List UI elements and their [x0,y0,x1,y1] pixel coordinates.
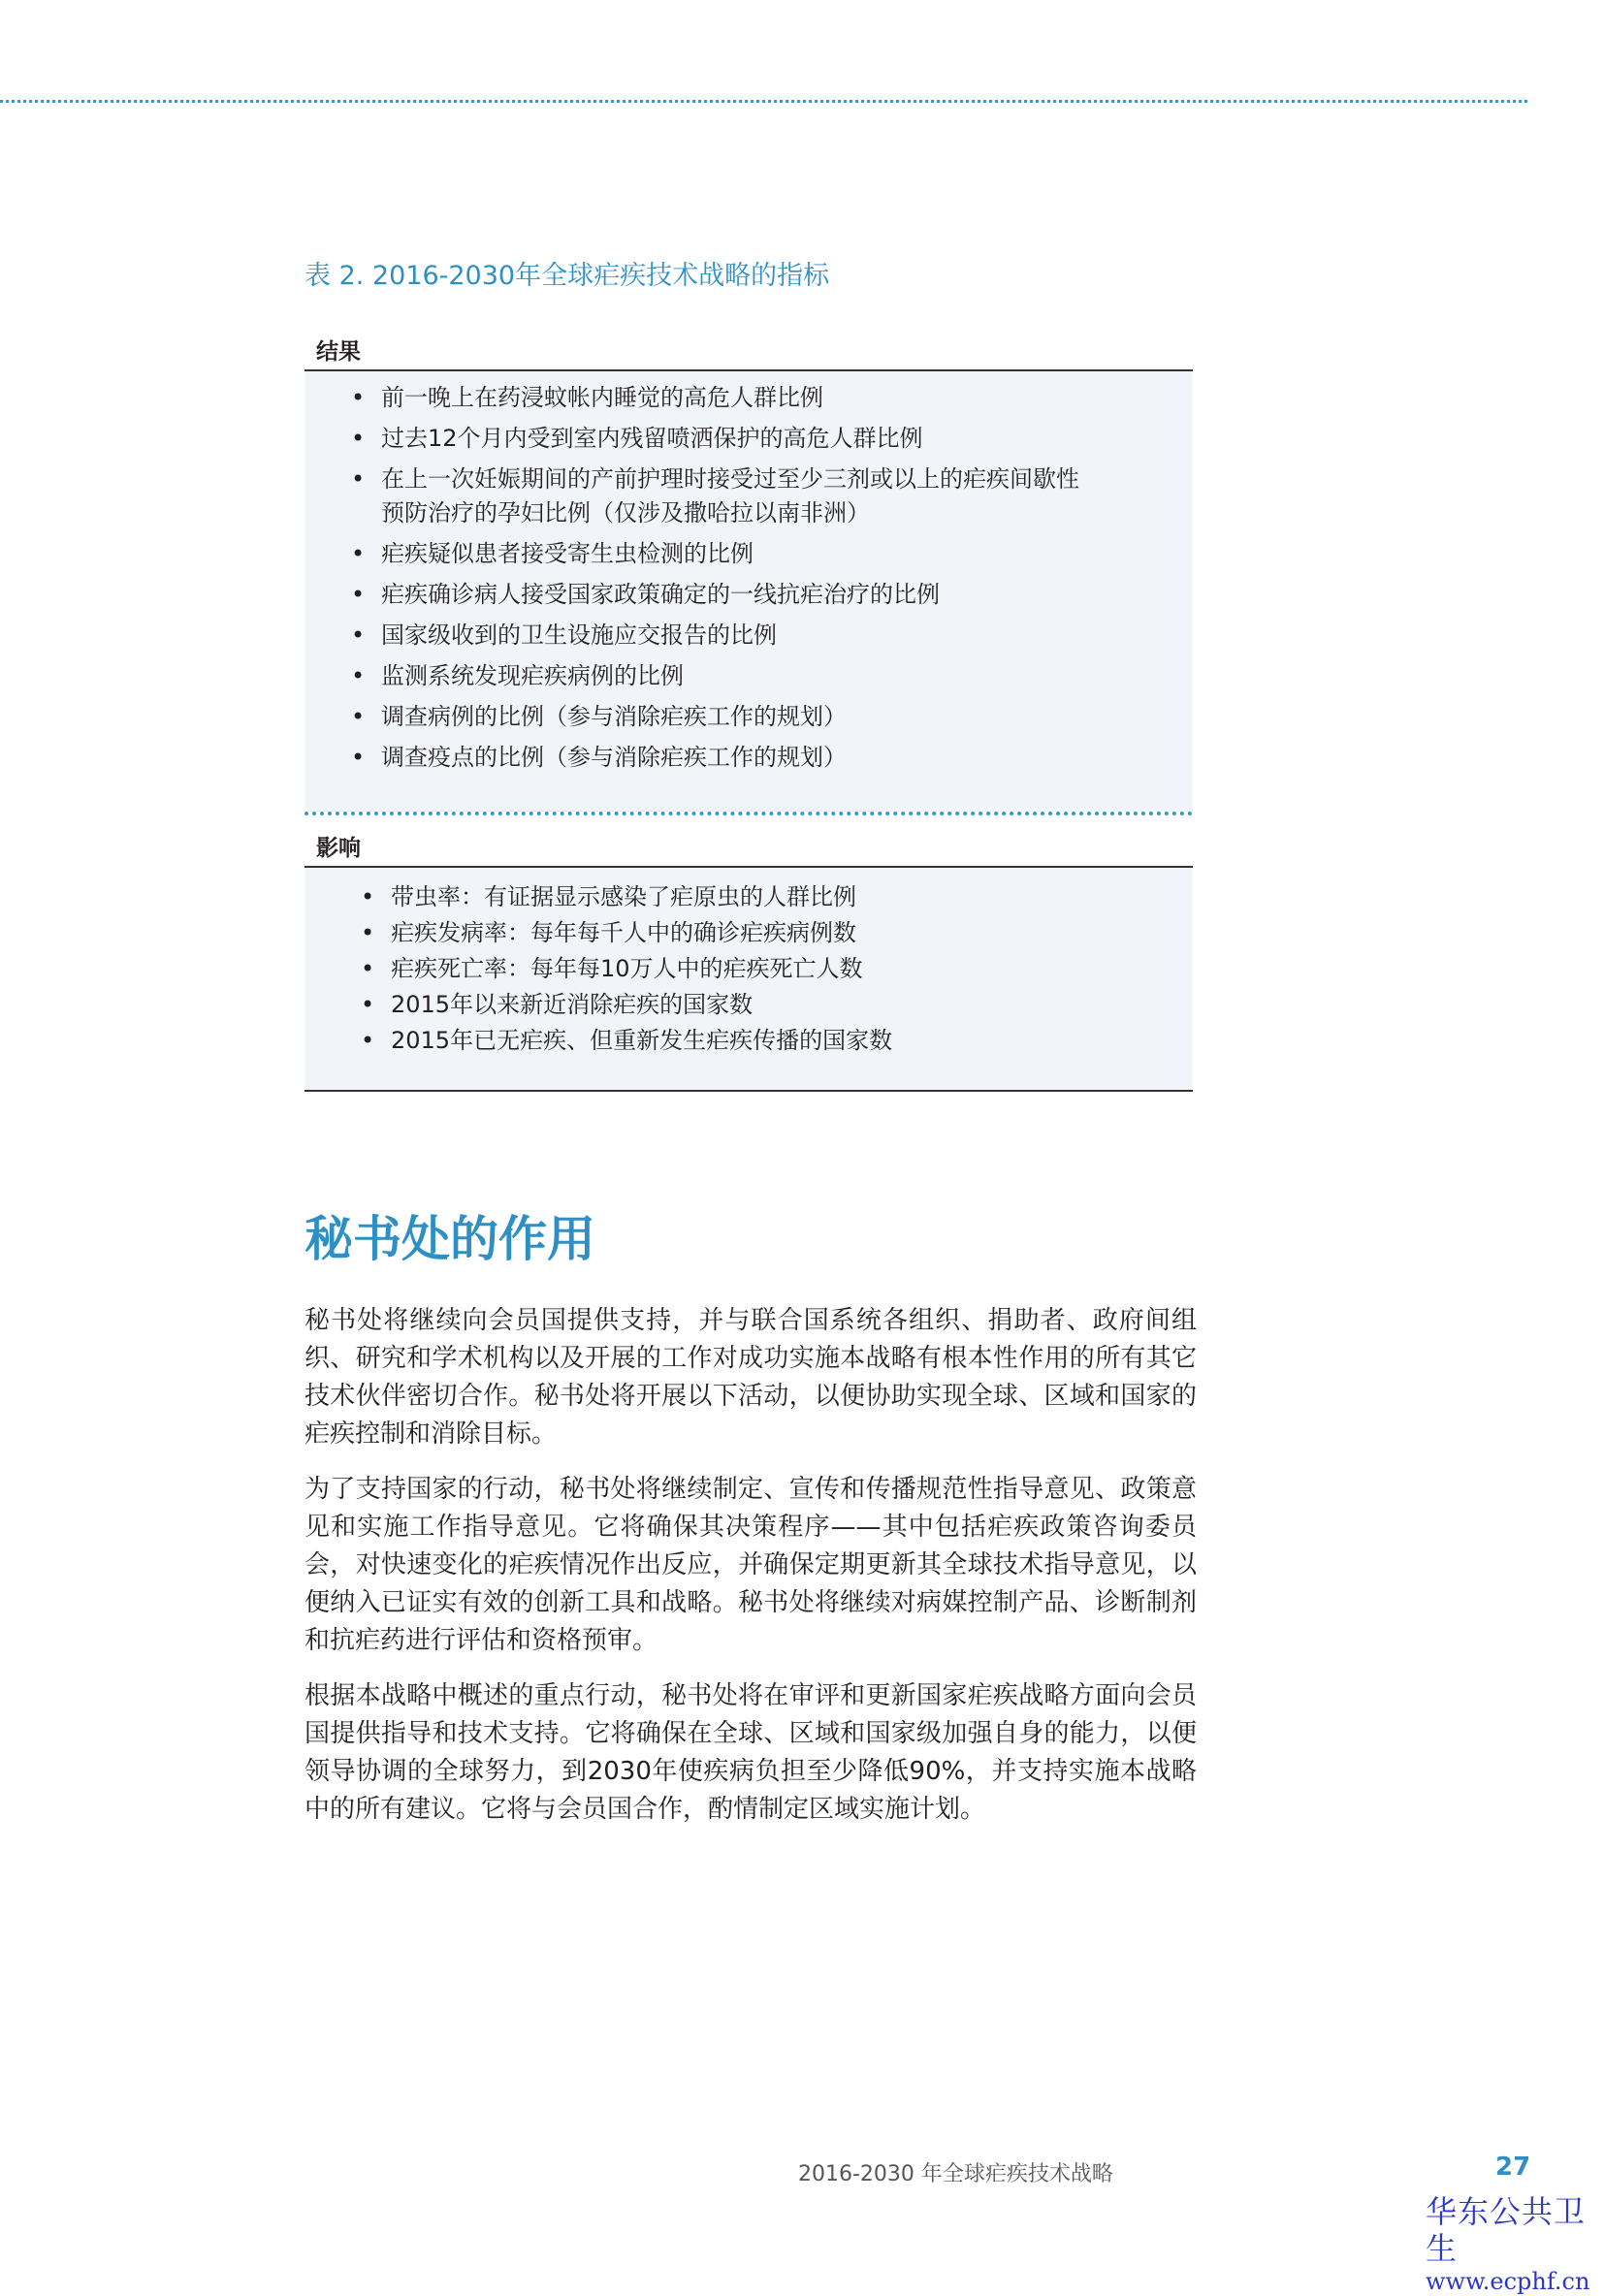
watermark [1426,2193,1604,2296]
results-dotted-divider [305,812,1193,815]
results-body [305,371,1193,812]
list-item: • 疟疾疑似患者接受寄生虫检测的比例 [305,537,1099,571]
results-list [305,381,1193,775]
impact-body [305,868,1193,1090]
paragraph: 为了支持国家的行动，秘书处将继续制定、宣传和传播规范性指导意见、政策意见和实施工作指导意见。它将确保其决策程序——其中包括疟疾政策咨询委员会，对快速变化的疟疾情况作出反应，并确保定期更新其全球技术指导意见，以便纳入已证实有效的创新工具和战略。秘书处将继续对病媒控制产品、诊断制剂和抗疟药进行评估和资格预审。 [305,1475,1197,1655]
footer-title: 2016-2030 年全球疟疾技术战略 [798,2162,1113,2186]
impact-section [305,831,1193,1092]
top-dotted-divider [0,100,1527,103]
results-section [305,335,1193,815]
list-item: • 调查疫点的比例（参与消除疟疾工作的规划） [305,741,1099,775]
watermark-name: 华东公共卫生 [1426,2193,1587,2267]
impact-bottom-rule [305,1090,1193,1092]
paragraph: 秘书处将继续向会员国提供支持，并与联合国系统各组织、捐助者、政府间组织、研究和学术机构以及开展的工作对成功实施本战略有根本性作用的所有其它技术伙伴密切合作。秘书处将开展以下活动，以便协助实现全球、区域和国家的疟疾控制和消除目标。 [305,1306,1197,1449]
list-item: • 调查病例的比例（参与消除疟疾工作的规划） [305,700,1099,734]
results-label: 结果 [316,339,361,365]
impact-list [305,880,1193,1058]
list-item: • 2015年以来新近消除疟疾的国家数 [305,988,1193,1022]
list-item: • 在上一次妊娠期间的产前护理时接受过至少三剂或以上的疟疾间歇性预防治疗的孕妇比例（仅涉及撒哈拉以南非洲） [305,462,1099,530]
watermark-url: www.ecphf.cn [1426,2268,1590,2295]
list-item: • 国家级收到的卫生设施应交报告的比例 [305,619,1099,653]
list-item: • 过去12个月内受到室内残留喷洒保护的高危人群比例 [305,422,1099,456]
list-item: • 监测系统发现疟疾病例的比例 [305,659,1099,693]
list-item: • 疟疾确诊病人接受国家政策确定的一线抗疟治疗的比例 [305,578,1099,612]
list-item: • 疟疾发病率：每年每千人中的确诊疟疾病例数 [305,916,1193,950]
table-caption: 表 2. 2016-2030年全球疟疾技术战略的指标 [305,261,830,291]
section-heading: 秘书处的作用 [305,1211,595,1267]
list-item: • 2015年已无疟疾、但重新发生疟疾传播的国家数 [305,1024,1193,1058]
page-number: 27 [1495,2152,1531,2182]
impact-label: 影响 [316,836,361,861]
list-item: • 带虫率：有证据显示感染了疟原虫的人群比例 [305,880,1193,914]
list-item: • 疟疾死亡率：每年每10万人中的疟疾死亡人数 [305,952,1193,986]
section-body-text [305,1302,1197,1846]
list-item: • 前一晚上在药浸蚊帐内睡觉的高危人群比例 [305,381,1099,415]
paragraph: 根据本战略中概述的重点行动，秘书处将在审评和更新国家疟疾战略方面向会员国提供指导和技术支持。它将确保在全球、区域和国家级加强自身的能力，以便领导协调的全球努力，到2030年使疾病负担至少降低90%，并支持实施本战略中的所有建议。它将与会员国合作，酌情制定区域实施计划。 [305,1681,1197,1824]
